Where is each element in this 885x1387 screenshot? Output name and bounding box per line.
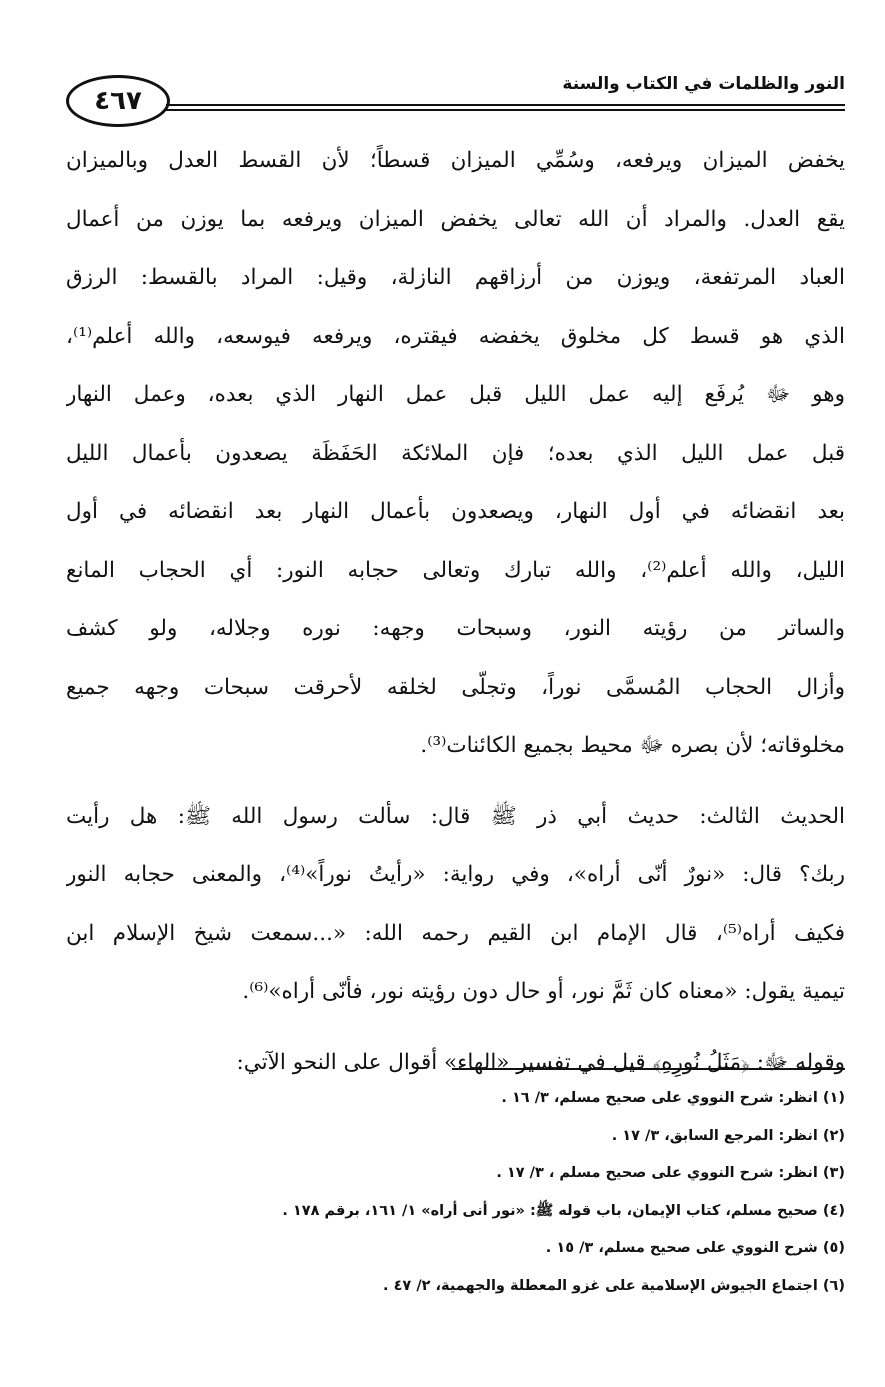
footnote: (٣) انظر: شرح النووي على صحيح مسلم ، ٣/ ١٧ .: [496, 1165, 845, 1181]
footnote-separator: [452, 1068, 845, 1070]
text-line: وقوله ﷻ: ﴿مَثَلُ نُورِهِ﴾ قيل في تفسير «الهاء» أقوال على النحو الآتي:: [236, 1049, 845, 1075]
text-line: الليل، والله أعلم⁽²⁾، والله تبارك وتعالى حجابه النور: أي الحجاب المانع: [66, 557, 845, 583]
text-line: الذي هو قسط كل مخلوق يخفضه فيقتره، ويرفعه فيوسعه، والله أعلم⁽¹⁾،: [66, 323, 845, 349]
text-line: وأزال الحجاب المُسمَّى نوراً، وتجلّى لخلقه لأحرقت سبحات وجهه جميع: [66, 674, 845, 700]
text-line: العباد المرتفعة، ويوزن من أرزاقهم النازلة، وقيل: المراد بالقسط: الرزق: [66, 265, 845, 290]
text-line: بعد انقضائه في أول النهار، ويصعدون بأعمال النهار بعد انقضائه في أول: [66, 499, 845, 524]
footnotes: [66, 1080, 845, 1305]
page-number: ٤٦٧: [66, 75, 170, 127]
text-line: مخلوقاته؛ لأن بصره ﷻ محيط بجميع الكائنات⁽³⁾.: [420, 733, 845, 758]
text-line: فكيف أراه⁽⁵⁾، قال الإمام ابن القيم رحمه الله: «...سمعت شيخ الإسلام ابن: [66, 920, 845, 946]
text-line: والساتر من رؤيته النور، وسبحات وجهه: نوره وجلاله، ولو كشف: [66, 616, 845, 641]
text-line: الحديث الثالث: حديث أبي ذر ﷺ قال: سألت رسول الله ﷺ: هل رأيت: [66, 803, 845, 829]
running-title: النور والظلمات في الكتاب والسنة: [562, 74, 845, 94]
paragraph: [66, 132, 845, 776]
footnote: (٤) صحيح مسلم، كتاب الإيمان، باب قوله ﷺ: «نور أنى أراه» ١/ ١٦١، برقم ١٧٨ .: [282, 1202, 845, 1219]
footnote: (٢) انظر: المرجع السابق، ٣/ ١٧ .: [611, 1127, 845, 1144]
footnote: (٥) شرح النووي على صحيح مسلم، ٣/ ١٥ .: [545, 1240, 845, 1256]
paragraph: [66, 788, 845, 1022]
text-line: يقع العدل. والمراد أن الله تعالى يخفض الميزان ويرفعه بما يوزن من أعمال: [66, 206, 845, 232]
text-line: ربك؟ قال: «نورٌ أنّى أراه»، وفي رواية: «رأيتُ نوراً»⁽⁴⁾، والمعنى حجابه النور: [66, 862, 845, 887]
footnote: (٦) اجتماع الجيوش الإسلامية على غزو المعطلة والجهمية، ٢/ ٤٧ .: [383, 1277, 845, 1294]
text-line: تيمية يقول: «معناه كان ثَمَّ نور، أو حال دون رؤيته نور، فأنّى أراه»⁽⁶⁾.: [242, 979, 845, 1004]
header-rule: [166, 104, 845, 111]
footnote: (١) انظر: شرح النووي على صحيح مسلم، ٣/ ١٦ .: [501, 1090, 845, 1106]
main-text: [66, 132, 845, 1092]
text-line: قبل عمل الليل الذي بعده؛ فإن الملائكة الحَفَظَة يصعدون بأعمال الليل: [66, 440, 845, 466]
text-line: يخفض الميزان ويرفعه، وسُمِّي الميزان قسطاً؛ لأن القسط العدل وبالميزان: [66, 148, 845, 173]
page-header: [66, 66, 845, 130]
text-line: وهو ﷻ يُرفَع إليه عمل الليل قبل عمل النهار الذي بعده، وعمل النهار: [66, 382, 845, 407]
